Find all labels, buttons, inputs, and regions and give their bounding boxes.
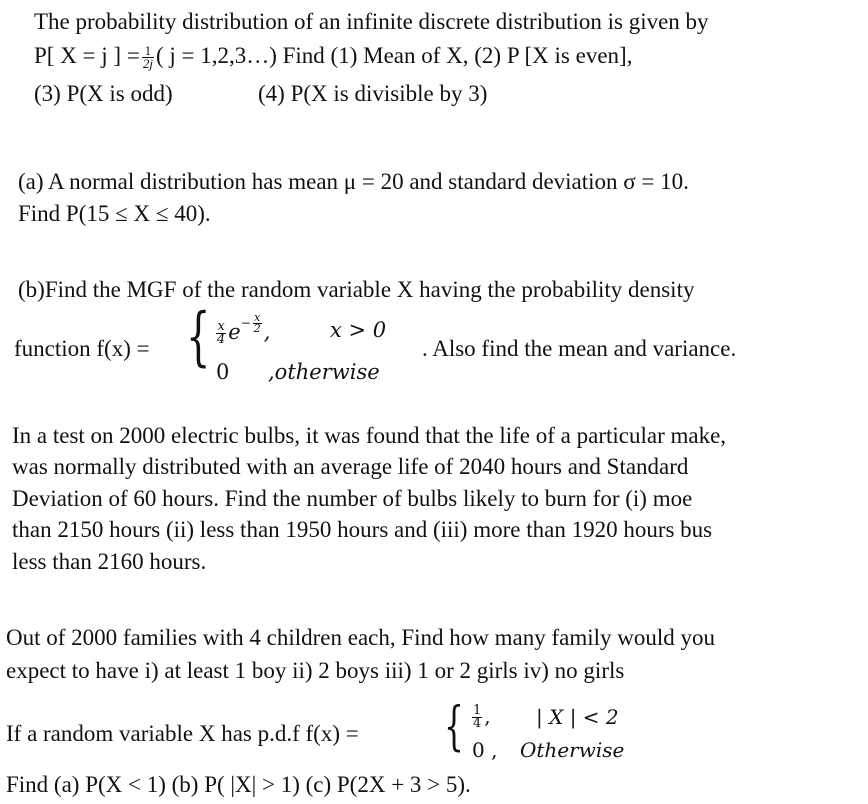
q2a-line-2: Find P(15 ≤ X ≤ 40). (18, 201, 211, 226)
q3-line-4: than 2150 hours (ii) less than 1950 hours and (iii) more than 1920 hours bus (12, 517, 713, 542)
q5-line-2: Find (a) P(X < 1) (b) P( |X| > 1) (c) P(2X + 3 > 5). (6, 772, 471, 797)
q1-frac-num: 1 (142, 45, 154, 58)
q1-pmf-lhs: P[ X = j ] = (34, 43, 140, 68)
q5-pdf-label: If a random variable X has p.d.f f(x) = (6, 721, 359, 746)
q5-case-2-cond: Otherwise (520, 738, 625, 762)
q1-item-3: (3) P(X is odd) (34, 81, 173, 106)
q2a-line-1: (a) A normal distribution has mean μ = 20 and standard deviation σ = 10. (18, 169, 689, 194)
q2b-frac-num: x (217, 319, 225, 334)
q5-case-1-frac (472, 705, 482, 730)
q2b-case-2-cond: ,otherwise (268, 360, 380, 384)
q2b-exp-den: 2 (253, 322, 261, 335)
q1-pmf-fraction (142, 45, 154, 70)
q5-left-brace: { (444, 697, 464, 757)
q2b-line-1: (b)Find the MGF of the random variable X having the probability density (18, 277, 695, 302)
q1-line-1: The probability distribution of an infinite discrete distribution is given by (34, 9, 709, 34)
q1-frac-den: 2j (142, 56, 153, 72)
q2b-case-1-expr: $\frac{x}{4}$ $e^{- \frac{x}{2}}$ , (217, 311, 271, 347)
q1-line-2 (34, 42, 632, 70)
q3-line-5: less than 2160 hours. (12, 549, 207, 574)
q2b-case-1-cond: x > 0 (330, 318, 387, 342)
q4-line-1: Out of 2000 families with 4 children each, Find how many family would you (6, 625, 716, 650)
q2b-tail: . Also find the mean and variance. (422, 336, 737, 361)
q3-line-2: was normally distributed with an average life of 2040 hours and Standard (12, 454, 689, 479)
q2b-exponent: − x 2 (240, 311, 261, 335)
q1-item-4: (4) P(X is divisible by 3) (258, 81, 488, 106)
q2b-left-brace: { (186, 300, 211, 374)
q4-line-2: expect to have i) at least 1 boy ii) 2 boys iii) 1 or 2 girls iv) no girls (6, 658, 625, 683)
q5-frac-num: 1 (473, 703, 482, 718)
q2b-frac-den: 4 (217, 332, 226, 347)
q2b-case-1-frac (216, 321, 226, 346)
q5-frac-den: 4 (473, 716, 482, 731)
q1-line-2-rest: ( j = 1,2,3…) Find (1) Mean of X, (2) P [X is even], (155, 43, 633, 68)
q2b-exp-frac (253, 313, 262, 334)
q2b-case-2-value: 0 (216, 360, 230, 384)
q5-case-1-cond: | X | < 2 (536, 705, 619, 729)
q2b-exp-num: x (254, 311, 261, 324)
q3-line-3: Deviation of 60 hours. Find the number of bulbs likely to burn for (i) moe (12, 486, 693, 511)
q5-case-1-value: $\frac{1}{4}$ , (473, 703, 491, 731)
q3-line-1: In a test on 2000 electric bulbs, it was found that the life of a particular make, (12, 423, 727, 448)
q5-case-2-value: 0 , (472, 738, 498, 762)
q2b-exp-base: e (228, 320, 241, 344)
q2b-function-label: function f(x) = (14, 336, 150, 361)
